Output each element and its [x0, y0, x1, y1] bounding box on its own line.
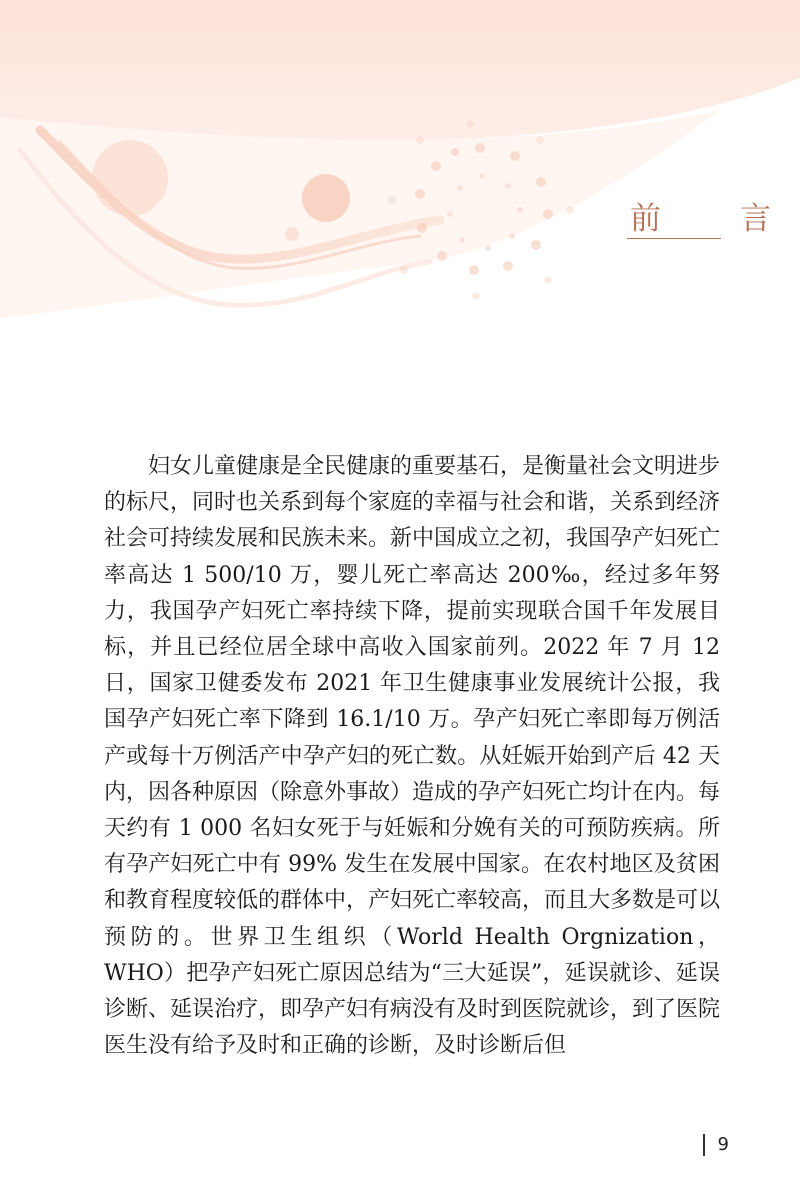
bubble-large	[92, 140, 168, 216]
page-number-divider	[703, 1134, 705, 1156]
page-title: 前 言	[630, 201, 795, 237]
bubble-medium	[302, 174, 350, 222]
title-underline	[627, 238, 721, 239]
header-soft-wash	[0, 110, 720, 318]
body-text	[104, 449, 720, 1064]
body-paragraph: 妇女儿童健康是全民健康的重要基石，是衡量社会文明进步的标尺，同时也关系到每个家庭的幸福与社会和谐，关系到经济社会可持续发展和民族未来。新中国成立之初，我国孕产妇死亡率高达 1 500/10 万，婴儿死亡率高达 200‰，经过多年努力，我国孕产妇死亡率持续下降，提前实现联合国千年发展目标，并且已经位居全球中高收入国家前列。2022 年 7 月 12 日，国家卫健委发布 2021 年卫生健康事业发展统计公报，我国孕产妇死亡率下降到 16.1/10 万。孕产妇死亡率即每万例活产或每十万例活产中孕产妇的死亡数。从妊娠开始到产后 42 天内，因各种原因（除意外事故）造成的孕产妇死亡均计在内。每天约有 1 000 名妇女死于与妊娠和分娩有关的可预防疾病。所有孕产妇死亡中有 99% 发生在发展中国家。在农村地区及贫困和教育程度较低的群体中，产妇死亡率较高，而且大多数是可以预防的。世界卫生组织（World Health Orgnization，WHO）把孕产妇死亡原因总结为“三大延误”，延误就诊、延误诊断、延误治疗，即孕产妇有病没有及时到医院就诊，到了医院医生没有给予及时和正确的诊断，及时诊断后但	[104, 454, 721, 1059]
page-marker	[703, 1133, 729, 1157]
decorative-header-art	[0, 0, 800, 330]
bubble-small	[285, 227, 299, 241]
page-number: 9	[717, 1134, 729, 1155]
